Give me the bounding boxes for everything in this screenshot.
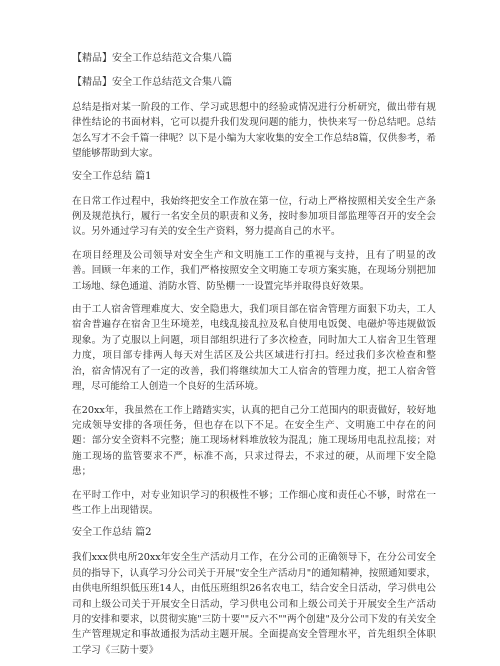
section-2-heading: 安全工作总结 篇2: [72, 527, 152, 539]
section-1-paragraph-3: 由于工人宿舍管理难度大、安全隐患大，我们项目部在宿舍管理方面狠下功夫，工人宿舍普遍存在宿舍卫生环境差，电线乱接乱拉及私自使用电饭煲、电磁炉等违规做饭现象。为了克服以上问题，项目部组织进行了多次检查，同时加大工人宿舍卫生管理力度，项目部专排两人每天对生活区及公共区域进行打扫。经过我们多次检查和整治，宿舍情况有了一定的改善，我们将继续加大工人宿舍的管理力度，把工人宿舍管理，尽可能给工人创造一个良好的生活环境。: [72, 304, 436, 393]
document-title-line-1: 【精品】安全工作总结范文合集八篇: [72, 53, 232, 64]
section-1-heading: 安全工作总结 篇1: [72, 170, 152, 182]
intro-paragraph: 总结是指对某一阶段的工作、学习或思想中的经验或情况进行分析研究，做出带有规律性结论的书面材料，它可以提升我们发现问题的能力，快快来写一份总结吧。总结怎么写才不会千篇一律呢？以下是小编为大家收集的安全工作总结8篇，仅供参考，希望能够帮助到大家。: [72, 102, 436, 160]
section-1-paragraph-5: 在平时工作中，对专业知识学习的积极性不够；工作细心度和责任心不够，时常在一些工作上出现错误。: [72, 489, 436, 516]
section-1-paragraph-2: 在项目经理及公司领导对安全生产和文明施工工作的重视与支持，且有了明显的改善。回顾一年来的工作，我们严格按照安全文明施工专项方案实施，在现场分别把加工场地、绿色通道、消防水管、防坠棚一一设置完毕并取得良好效果。: [72, 249, 436, 292]
document-title-line-2: 【精品】安全工作总结范文合集八篇: [72, 77, 232, 88]
document-page: [72, 52, 436, 666]
section-1-paragraph-4: 在20xx年，我虽然在工作上踏踏实实，认真的把自己分工范围内的职责做好，较好地完成领导安排的各项任务，但也存在以下不足。在安全生产、文明施工中存在的问题：部分安全资料不完整；施工现场材料堆放较为混乱；施工现场用电乱拉乱接；对施工现场的监管要求不严，标准不高，只求过得去，不求过的硬，从而埋下安全隐患；: [72, 404, 436, 478]
section-2-paragraph-1: 我们xxx供电所20xx年安全生产活动月工作，在分公司的正确领导下，在分公司安全员的指导下，认真学习分公司关于开展"安全生产活动月"的通知精神，按照通知要求，由供电所组织低压班14人，由低压班组织26名农电工，结合安全日活动，学习供电公司和上级公司关于开展安全日活动，学习供电公司和上级公司关于开展安全生产活动月的安排和要求，以贯彻实施"三防十要""反六不""两个创建"及分公司下发的有关安全生产管理规定和事故通报为活动主题开展。全面提高安全管理水平，首先组织全体职工学习《三防十要》: [72, 552, 436, 656]
section-1-paragraph-1: 在日常工作过程中，我始终把安全工作放在第一位，行动上严格按照相关安全生产条例及规范执行，履行一名安全员的职责和义务，按时参加项目部监理等召开的安全会议。另外通过学习有关的安全生产资料，努力提高自己的水平。: [72, 195, 436, 238]
